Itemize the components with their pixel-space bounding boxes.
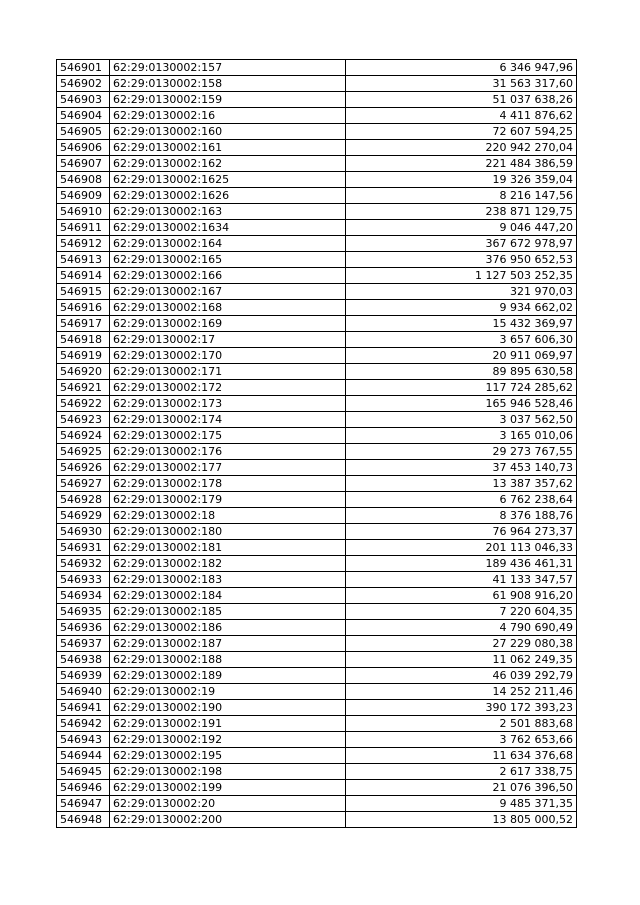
cadastral-value-cell: 7 220 604,35	[346, 604, 577, 620]
table-row	[57, 140, 577, 156]
cadastral-number-cell: 62:29:0130002:172	[110, 380, 346, 396]
cadastral-value-cell: 27 229 080,38	[346, 636, 577, 652]
cadastral-value-cell: 46 039 292,79	[346, 668, 577, 684]
cadastral-number-cell: 62:29:0130002:174	[110, 412, 346, 428]
row-id-cell: 546901	[57, 60, 110, 76]
cadastral-number-cell: 62:29:0130002:190	[110, 700, 346, 716]
cadastral-number-cell: 62:29:0130002:170	[110, 348, 346, 364]
table-row	[57, 604, 577, 620]
cadastral-number-cell: 62:29:0130002:180	[110, 524, 346, 540]
cadastral-number-cell: 62:29:0130002:195	[110, 748, 346, 764]
row-id-cell: 546936	[57, 620, 110, 636]
row-id-cell: 546921	[57, 380, 110, 396]
cadastral-number-cell: 62:29:0130002:161	[110, 140, 346, 156]
cadastral-number-cell: 62:29:0130002:182	[110, 556, 346, 572]
row-id-cell: 546943	[57, 732, 110, 748]
table-row	[57, 764, 577, 780]
cadastral-value-cell: 14 252 211,46	[346, 684, 577, 700]
row-id-cell: 546933	[57, 572, 110, 588]
cadastral-value-cell: 8 376 188,76	[346, 508, 577, 524]
cadastral-number-cell: 62:29:0130002:168	[110, 300, 346, 316]
table-row	[57, 380, 577, 396]
cadastral-value-cell: 201 113 046,33	[346, 540, 577, 556]
cadastral-number-cell: 62:29:0130002:169	[110, 316, 346, 332]
table-row	[57, 220, 577, 236]
table-row	[57, 556, 577, 572]
cadastral-number-cell: 62:29:0130002:167	[110, 284, 346, 300]
cadastral-value-cell: 3 037 562,50	[346, 412, 577, 428]
cadastral-value-cell: 11 634 376,68	[346, 748, 577, 764]
cadastral-number-cell: 62:29:0130002:187	[110, 636, 346, 652]
row-id-cell: 546912	[57, 236, 110, 252]
table-row	[57, 108, 577, 124]
table-row	[57, 620, 577, 636]
table-row	[57, 428, 577, 444]
row-id-cell: 546926	[57, 460, 110, 476]
cadastral-value-cell: 13 805 000,52	[346, 812, 577, 828]
row-id-cell: 546942	[57, 716, 110, 732]
row-id-cell: 546910	[57, 204, 110, 220]
table-row	[57, 588, 577, 604]
cadastral-number-cell: 62:29:0130002:18	[110, 508, 346, 524]
cadastral-number-cell: 62:29:0130002:178	[110, 476, 346, 492]
table-row	[57, 524, 577, 540]
table-row	[57, 732, 577, 748]
cadastral-number-cell: 62:29:0130002:199	[110, 780, 346, 796]
cadastral-number-cell: 62:29:0130002:189	[110, 668, 346, 684]
cadastral-value-cell: 29 273 767,55	[346, 444, 577, 460]
cadastral-number-cell: 62:29:0130002:177	[110, 460, 346, 476]
row-id-cell: 546922	[57, 396, 110, 412]
row-id-cell: 546924	[57, 428, 110, 444]
row-id-cell: 546911	[57, 220, 110, 236]
cadastral-number-cell: 62:29:0130002:191	[110, 716, 346, 732]
cadastral-number-cell: 62:29:0130002:186	[110, 620, 346, 636]
table-row	[57, 540, 577, 556]
row-id-cell: 546940	[57, 684, 110, 700]
table-row	[57, 76, 577, 92]
cadastral-number-cell: 62:29:0130002:192	[110, 732, 346, 748]
cadastral-number-cell: 62:29:0130002:159	[110, 92, 346, 108]
cadastral-number-cell: 62:29:0130002:16	[110, 108, 346, 124]
table-row	[57, 188, 577, 204]
row-id-cell: 546909	[57, 188, 110, 204]
table-row	[57, 172, 577, 188]
row-id-cell: 546929	[57, 508, 110, 524]
table-row	[57, 508, 577, 524]
row-id-cell: 546914	[57, 268, 110, 284]
table-row	[57, 412, 577, 428]
cadastral-number-cell: 62:29:0130002:19	[110, 684, 346, 700]
cadastral-value-cell: 3 165 010,06	[346, 428, 577, 444]
row-id-cell: 546941	[57, 700, 110, 716]
row-id-cell: 546945	[57, 764, 110, 780]
table-row	[57, 460, 577, 476]
cadastral-value-cell: 189 436 461,31	[346, 556, 577, 572]
cadastral-number-cell: 62:29:0130002:171	[110, 364, 346, 380]
cadastral-number-cell: 62:29:0130002:185	[110, 604, 346, 620]
row-id-cell: 546932	[57, 556, 110, 572]
row-id-cell: 546923	[57, 412, 110, 428]
cadastral-value-cell: 89 895 630,58	[346, 364, 577, 380]
table-row	[57, 204, 577, 220]
cadastral-value-cell: 41 133 347,57	[346, 572, 577, 588]
row-id-cell: 546920	[57, 364, 110, 380]
cadastral-number-cell: 62:29:0130002:179	[110, 492, 346, 508]
cadastral-value-cell: 6 346 947,96	[346, 60, 577, 76]
table-row	[57, 332, 577, 348]
table-row	[57, 492, 577, 508]
table-row	[57, 716, 577, 732]
cadastral-number-cell: 62:29:0130002:188	[110, 652, 346, 668]
cadastral-number-cell: 62:29:0130002:157	[110, 60, 346, 76]
table-row	[57, 684, 577, 700]
cadastral-number-cell: 62:29:0130002:183	[110, 572, 346, 588]
cadastral-value-cell: 376 950 652,53	[346, 252, 577, 268]
row-id-cell: 546938	[57, 652, 110, 668]
table-row	[57, 476, 577, 492]
cadastral-number-cell: 62:29:0130002:1626	[110, 188, 346, 204]
table-row	[57, 396, 577, 412]
row-id-cell: 546905	[57, 124, 110, 140]
cadastral-number-cell: 62:29:0130002:173	[110, 396, 346, 412]
table-row	[57, 572, 577, 588]
cadastral-value-cell: 4 411 876,62	[346, 108, 577, 124]
table-row	[57, 796, 577, 812]
row-id-cell: 546934	[57, 588, 110, 604]
cadastral-number-cell: 62:29:0130002:164	[110, 236, 346, 252]
cadastral-value-cell: 19 326 359,04	[346, 172, 577, 188]
cadastral-value-cell: 9 046 447,20	[346, 220, 577, 236]
row-id-cell: 546931	[57, 540, 110, 556]
table-row	[57, 364, 577, 380]
cadastral-number-cell: 62:29:0130002:1634	[110, 220, 346, 236]
row-id-cell: 546916	[57, 300, 110, 316]
cadastral-value-cell: 221 484 386,59	[346, 156, 577, 172]
cadastral-number-cell: 62:29:0130002:184	[110, 588, 346, 604]
cadastral-value-cell: 9 934 662,02	[346, 300, 577, 316]
cadastral-value-cell: 321 970,03	[346, 284, 577, 300]
cadastral-value-cell: 61 908 916,20	[346, 588, 577, 604]
table-row	[57, 348, 577, 364]
cadastral-value-cell: 367 672 978,97	[346, 236, 577, 252]
cadastral-value-cell: 9 485 371,35	[346, 796, 577, 812]
row-id-cell: 546902	[57, 76, 110, 92]
cadastral-value-cell: 37 453 140,73	[346, 460, 577, 476]
row-id-cell: 546907	[57, 156, 110, 172]
table-row	[57, 252, 577, 268]
table-row	[57, 300, 577, 316]
cadastral-value-cell: 3 657 606,30	[346, 332, 577, 348]
cadastral-number-cell: 62:29:0130002:162	[110, 156, 346, 172]
row-id-cell: 546948	[57, 812, 110, 828]
cadastral-number-cell: 62:29:0130002:181	[110, 540, 346, 556]
cadastral-number-cell: 62:29:0130002:17	[110, 332, 346, 348]
cadastral-value-cell: 2 501 883,68	[346, 716, 577, 732]
row-id-cell: 546946	[57, 780, 110, 796]
cadastral-value-cell: 3 762 653,66	[346, 732, 577, 748]
table-row	[57, 700, 577, 716]
cadastral-value-cell: 4 790 690,49	[346, 620, 577, 636]
cadastral-value-cell: 1 127 503 252,35	[346, 268, 577, 284]
table-row	[57, 60, 577, 76]
cadastral-value-cell: 390 172 393,23	[346, 700, 577, 716]
cadastral-value-cell: 8 216 147,56	[346, 188, 577, 204]
table-row	[57, 236, 577, 252]
table-row	[57, 444, 577, 460]
table-body	[57, 60, 577, 828]
table-row	[57, 124, 577, 140]
row-id-cell: 546906	[57, 140, 110, 156]
table-row	[57, 668, 577, 684]
cadastral-number-cell: 62:29:0130002:163	[110, 204, 346, 220]
cadastral-number-cell: 62:29:0130002:20	[110, 796, 346, 812]
row-id-cell: 546925	[57, 444, 110, 460]
table-row	[57, 636, 577, 652]
cadastral-number-cell: 62:29:0130002:160	[110, 124, 346, 140]
cadastral-number-cell: 62:29:0130002:200	[110, 812, 346, 828]
table-row	[57, 780, 577, 796]
table-row	[57, 316, 577, 332]
cadastral-number-cell: 62:29:0130002:166	[110, 268, 346, 284]
cadastral-number-cell: 62:29:0130002:158	[110, 76, 346, 92]
table-row	[57, 812, 577, 828]
row-id-cell: 546935	[57, 604, 110, 620]
cadastral-value-cell: 6 762 238,64	[346, 492, 577, 508]
cadastral-value-cell: 2 617 338,75	[346, 764, 577, 780]
cadastral-number-cell: 62:29:0130002:198	[110, 764, 346, 780]
cadastral-value-cell: 21 076 396,50	[346, 780, 577, 796]
table-row	[57, 652, 577, 668]
table-row	[57, 156, 577, 172]
row-id-cell: 546917	[57, 316, 110, 332]
row-id-cell: 546908	[57, 172, 110, 188]
cadastral-number-cell: 62:29:0130002:176	[110, 444, 346, 460]
table-row	[57, 748, 577, 764]
cadastral-value-cell: 165 946 528,46	[346, 396, 577, 412]
row-id-cell: 546913	[57, 252, 110, 268]
row-id-cell: 546939	[57, 668, 110, 684]
cadastral-value-cell: 220 942 270,04	[346, 140, 577, 156]
row-id-cell: 546903	[57, 92, 110, 108]
table-row	[57, 92, 577, 108]
row-id-cell: 546904	[57, 108, 110, 124]
cadastral-value-cell: 13 387 357,62	[346, 476, 577, 492]
row-id-cell: 546930	[57, 524, 110, 540]
cadastral-value-cell: 31 563 317,60	[346, 76, 577, 92]
cadastral-value-cell: 51 037 638,26	[346, 92, 577, 108]
cadastral-number-cell: 62:29:0130002:1625	[110, 172, 346, 188]
row-id-cell: 546927	[57, 476, 110, 492]
row-id-cell: 546928	[57, 492, 110, 508]
cadastral-number-cell: 62:29:0130002:165	[110, 252, 346, 268]
row-id-cell: 546947	[57, 796, 110, 812]
row-id-cell: 546919	[57, 348, 110, 364]
cadastral-value-table	[56, 59, 577, 828]
row-id-cell: 546918	[57, 332, 110, 348]
cadastral-value-cell: 238 871 129,75	[346, 204, 577, 220]
row-id-cell: 546937	[57, 636, 110, 652]
row-id-cell: 546915	[57, 284, 110, 300]
cadastral-value-cell: 117 724 285,62	[346, 380, 577, 396]
table-row	[57, 268, 577, 284]
table-row	[57, 284, 577, 300]
cadastral-value-cell: 76 964 273,37	[346, 524, 577, 540]
cadastral-value-cell: 20 911 069,97	[346, 348, 577, 364]
cadastral-number-cell: 62:29:0130002:175	[110, 428, 346, 444]
cadastral-value-cell: 72 607 594,25	[346, 124, 577, 140]
row-id-cell: 546944	[57, 748, 110, 764]
cadastral-value-cell: 11 062 249,35	[346, 652, 577, 668]
cadastral-value-cell: 15 432 369,97	[346, 316, 577, 332]
